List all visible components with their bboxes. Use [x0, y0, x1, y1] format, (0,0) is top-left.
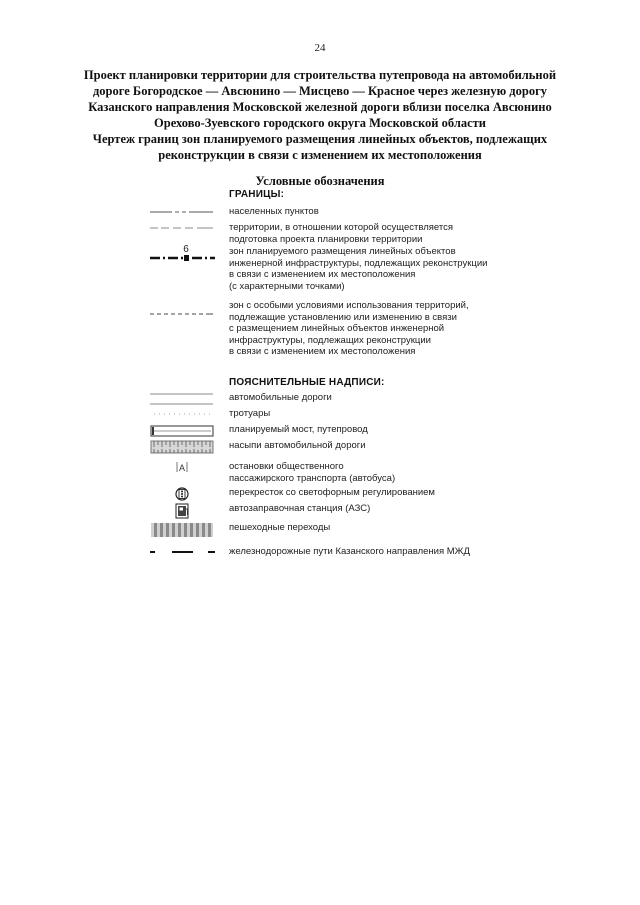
legend-item-label: инженерной инфраструктуры, подлежащих реконструкции — [229, 257, 488, 269]
legend-item-label: автозаправочная станция (АЗС) — [229, 503, 371, 514]
embankment-icon — [150, 440, 215, 454]
legend-item-label: подлежащие установлению или изменению в связи — [229, 311, 457, 323]
document-title — [20, 67, 620, 163]
notes-heading: ПОЯСНИТЕЛЬНЫЕ НАДПИСИ: — [229, 377, 385, 388]
legend-item-label: автомобильные дороги — [229, 392, 332, 403]
planning-territory-boundary-line-icon — [150, 222, 215, 234]
title-line: Проект планировки территории для строительства путепровода на автомобильной — [83, 68, 557, 82]
legend-item-label: населенных пунктов — [229, 206, 319, 217]
legend-item-label: зон с особыми условиями использования территорий, — [229, 300, 469, 311]
legend-item-label: с размещением линейных объектов инженерной — [229, 323, 445, 334]
special-use-zone-line-icon — [150, 308, 215, 320]
legend-item-label: в связи с изменением их местоположения — [229, 269, 416, 280]
boundaries-heading: ГРАНИЦЫ: — [229, 189, 285, 200]
legend-item-label: инфраструктуры, подлежащих реконструкции — [229, 334, 431, 346]
legend-item-label: тротуары — [229, 408, 271, 419]
bus-stop-icon — [150, 461, 215, 473]
railway-icon — [150, 546, 215, 558]
title-line: Казанского направления Московской железной дороги вблизи поселка Авсюнино — [88, 100, 552, 114]
gas-station-icon — [150, 503, 215, 519]
sidewalk-icon — [150, 408, 215, 420]
pedestrian-crossing-icon — [150, 522, 215, 538]
legend-item-label: планируемый мост, путепровод — [229, 424, 368, 435]
title-line: дороге Богородское — Авсюнино — Мисцево — Красное через железную дорогу — [92, 84, 548, 98]
legend-item-label: пешеходные переходы — [229, 522, 331, 533]
legend-item-label: остановки общественного — [229, 461, 344, 472]
legend-item-label: в связи с изменением их местоположения — [229, 346, 416, 357]
legend-item-label: пассажирского транспорта (автобуса) — [229, 472, 396, 484]
legend-item-label: (с характерными точками) — [229, 280, 345, 292]
bus-stop-symbol-label: A — [178, 463, 186, 473]
bridge-icon — [150, 424, 215, 438]
page-number: 24 — [314, 42, 326, 54]
point-number-label: 6 — [183, 244, 189, 255]
legend-item-label: железнодорожные пути Казанского направления МЖД — [229, 546, 470, 557]
title-line: Чертеж границ зон планируемого размещения линейных объектов, подлежащих — [92, 132, 548, 146]
legend-item-label: зон планируемого размещения линейных объектов — [229, 246, 456, 257]
legend-item-label: перекресток со светофорным регулированием — [229, 487, 435, 498]
legend-item-label: территории, в отношении которой осуществляется — [229, 222, 454, 233]
highway-icon — [150, 392, 215, 406]
title-line: реконструкции в связи с изменением их местоположения — [158, 148, 482, 162]
traffic-light-icon — [150, 487, 215, 501]
title-line: Орехово-Зуевского городского округа Московской области — [154, 116, 486, 130]
legend-item-label: насыпи автомобильной дороги — [229, 440, 366, 451]
zone-boundary-with-point-icon — [150, 246, 215, 262]
legend-item-label: подготовка проекта планировки территории — [229, 233, 423, 245]
settlement-boundary-line-icon — [150, 206, 215, 218]
legend-heading: Условные обозначения — [255, 174, 385, 188]
